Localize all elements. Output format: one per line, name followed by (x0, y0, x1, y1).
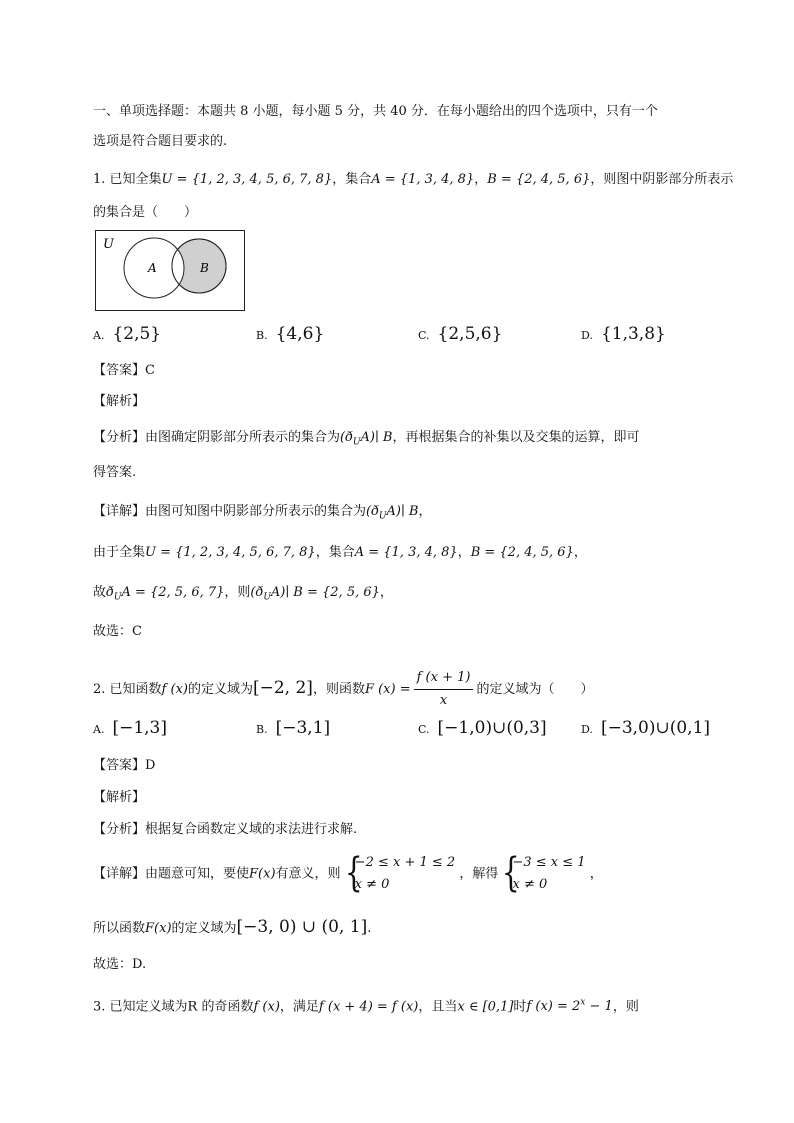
q1-fenxi-text-2: ，再根据集合的补集以及交集的运算，即可 (392, 430, 640, 445)
q2-result-F: F(x) (145, 921, 172, 936)
option-label: A. (93, 723, 105, 736)
option-value: {2,5} (112, 324, 162, 344)
venn-diagram (95, 230, 245, 312)
q1-step2-set-b: B = {2, 4, 5, 6} (470, 545, 574, 560)
q2-result (93, 917, 371, 939)
option-value: {1,3,8} (600, 324, 666, 344)
option-value: {4,6} (275, 324, 325, 344)
q1-xiangjie-text: 【详解】由图可知图中阴影部分所表示的集合为 (93, 504, 367, 519)
q1-step-3 (93, 583, 393, 608)
case-line: { −2 ≤ x + 1 ≤ 2 (354, 855, 456, 870)
q2-result-text-2: 的定义域为 (171, 921, 237, 936)
q2-fenxi: 【分析】根据复合函数定义域的求法进行求解. (93, 822, 358, 837)
q1-stem-text: ，集合 (332, 172, 372, 187)
q2-result-text: 所以函数 (93, 921, 146, 936)
q3-text-4: 时 (513, 999, 527, 1015)
q1-set-b: B = {2, 4, 5, 6} (487, 172, 591, 187)
q1-stem-line-1 (93, 170, 733, 190)
q2-xiangjie-text: 【详解】由题意可知，要使 (93, 866, 250, 882)
q2-xiangjie-text-3: ，解得 (459, 866, 499, 882)
q1-number: 1. 已知全集 (93, 172, 162, 187)
section-header-line-2: 选项是符合题目要求的. (93, 134, 228, 149)
q1-step3-complement: $ð_UA = \{2$, 5, 6, 7} (106, 585, 225, 603)
case-line: { −3 ≤ x ≤ 1 (512, 855, 586, 870)
q2-fraction-denominator: x (439, 693, 448, 708)
option-label: A. (93, 329, 105, 342)
q3-function-def: f $(x) = 2^x - 1$ (526, 998, 613, 1015)
q1-step-2 (93, 543, 587, 563)
q2-stem (93, 668, 593, 711)
q2-domain: [−2, 2] (252, 678, 313, 698)
option-value: [−3,0)∪(0,1] (600, 718, 711, 738)
q1-option-a[interactable] (93, 324, 161, 346)
case-line: x ≠ 0 (512, 877, 548, 892)
q1-xiangjie-expr: $(ð_UA)∣$ B (366, 504, 419, 522)
q3-text-2: ，满足 (279, 999, 319, 1015)
q1-option-c[interactable] (418, 324, 502, 346)
venn-label-u: U (103, 237, 114, 252)
option-label: D. (581, 329, 593, 342)
q1-xiangjie-end: ， (418, 504, 432, 519)
q1-xiangjie-line-1 (93, 502, 431, 527)
q1-step2-mid: ，集合 (315, 545, 355, 560)
q3-fx: f (x) (253, 999, 280, 1015)
q3-interval: x ∈ [0,1] (457, 999, 514, 1015)
q3-number: 3. 已知定义域为 (93, 999, 188, 1015)
q2-answer: 【答案】D (93, 758, 156, 773)
q1-step2-set-a: A = {1, 3, 4, 8} (354, 545, 458, 560)
q2-case-system-2 (502, 852, 585, 896)
option-label: D. (581, 723, 593, 736)
venn-label-b: B (200, 261, 209, 275)
option-label: B. (256, 723, 268, 736)
q2-xiangjie-end: ， (589, 866, 603, 882)
option-label: C. (418, 329, 430, 342)
q1-analysis-title: 【解析】 (93, 394, 146, 409)
q1-fenxi-text: 【分析】由图确定阴影部分所表示的集合为 (93, 430, 341, 445)
q1-set-a: A = {1, 3, 4, 8} (371, 172, 475, 187)
q1-step3-mid: ，则 (224, 585, 251, 600)
q2-option-a[interactable] (93, 718, 167, 740)
q1-step3-result: $(ð_UA)∣$ B = {2, 5, 6} (250, 585, 380, 603)
q1-option-b[interactable] (256, 324, 324, 346)
q1-option-d[interactable] (581, 324, 666, 346)
q2-text-2: ，则函数 (312, 682, 365, 697)
q1-fenxi-line-1 (93, 428, 639, 453)
q2-option-c[interactable] (418, 718, 547, 740)
q1-stem-suffix: ，则图中阴影部分所表示 (590, 172, 734, 187)
q1-step3-end: ， (379, 585, 393, 600)
q2-analysis-title: 【解析】 (93, 790, 146, 805)
q2-Fx: F (x) = (364, 682, 411, 697)
venn-label-a: A (148, 261, 157, 275)
q1-fenxi-line-2: 得答案. (93, 465, 137, 480)
option-value: [−3,1] (275, 718, 331, 738)
q1-universal-set: U = {1, 2, 3, 4, 5, 6, 7, 8} (161, 172, 333, 187)
section-header-line-1: 一、单项选择题：本题共 8 小题，每小题 5 分，共 40 分．在每小题给出的四个选项中，只有一个 (93, 104, 658, 119)
option-value: [−1,0)∪(0,3] (437, 718, 547, 738)
q2-case-system-1 (345, 852, 456, 896)
q2-text-3: 的定义域为（ ） (476, 682, 594, 697)
case-line: x ≠ 0 (354, 877, 390, 892)
q2-number: 2. 已知函数 (93, 682, 162, 697)
q2-xiangjie (93, 852, 603, 896)
q1-conclusion: 故选：C (93, 624, 142, 639)
option-value: {2,5,6} (437, 324, 503, 344)
q1-step2-universal: U = {1, 2, 3, 4, 5, 6, 7, 8} (145, 545, 316, 560)
q3-text-3: ，且当 (418, 999, 458, 1015)
q2-xiangjie-F: F(x) (249, 866, 276, 882)
option-label: B. (256, 329, 268, 342)
q1-step3-text: 故 (93, 585, 107, 600)
q2-result-end: . (367, 921, 372, 936)
q2-fraction-numerator: f (x + 1) (414, 668, 474, 690)
q1-separator: ， (474, 172, 488, 187)
q1-step2-text: 由于全集 (93, 545, 146, 560)
q2-result-set: [−3, 0) ∪ (0, 1] (236, 917, 368, 937)
q1-step2-end: ， (573, 545, 587, 560)
q1-answer: 【答案】C (93, 363, 155, 378)
q2-xiangjie-text-2: 有意义，则 (275, 866, 341, 882)
q2-conclusion: 故选：D. (93, 957, 147, 972)
option-label: C. (418, 723, 430, 736)
option-value: [−1,3] (112, 718, 167, 738)
q2-fx: f (x) (161, 682, 188, 697)
q1-fenxi-expr: $(ð_UA)∣$ B (340, 430, 393, 448)
q3-text-1: 的奇函数 (197, 999, 254, 1015)
q3-text-end: ，则 (612, 999, 639, 1015)
q2-fraction (414, 668, 474, 711)
q2-option-b[interactable] (256, 718, 330, 740)
q3-real-numbers: R (187, 999, 198, 1015)
q1-stem-line-2: 的集合是（ ） (93, 205, 198, 220)
q3-periodic-eq: f (x + 4) = f (x) (318, 999, 419, 1015)
q2-text-1: 的定义域为 (187, 682, 253, 697)
q2-option-d[interactable] (581, 718, 710, 740)
q3-stem (93, 993, 639, 1017)
q1-step2-sep: ， (457, 545, 471, 560)
